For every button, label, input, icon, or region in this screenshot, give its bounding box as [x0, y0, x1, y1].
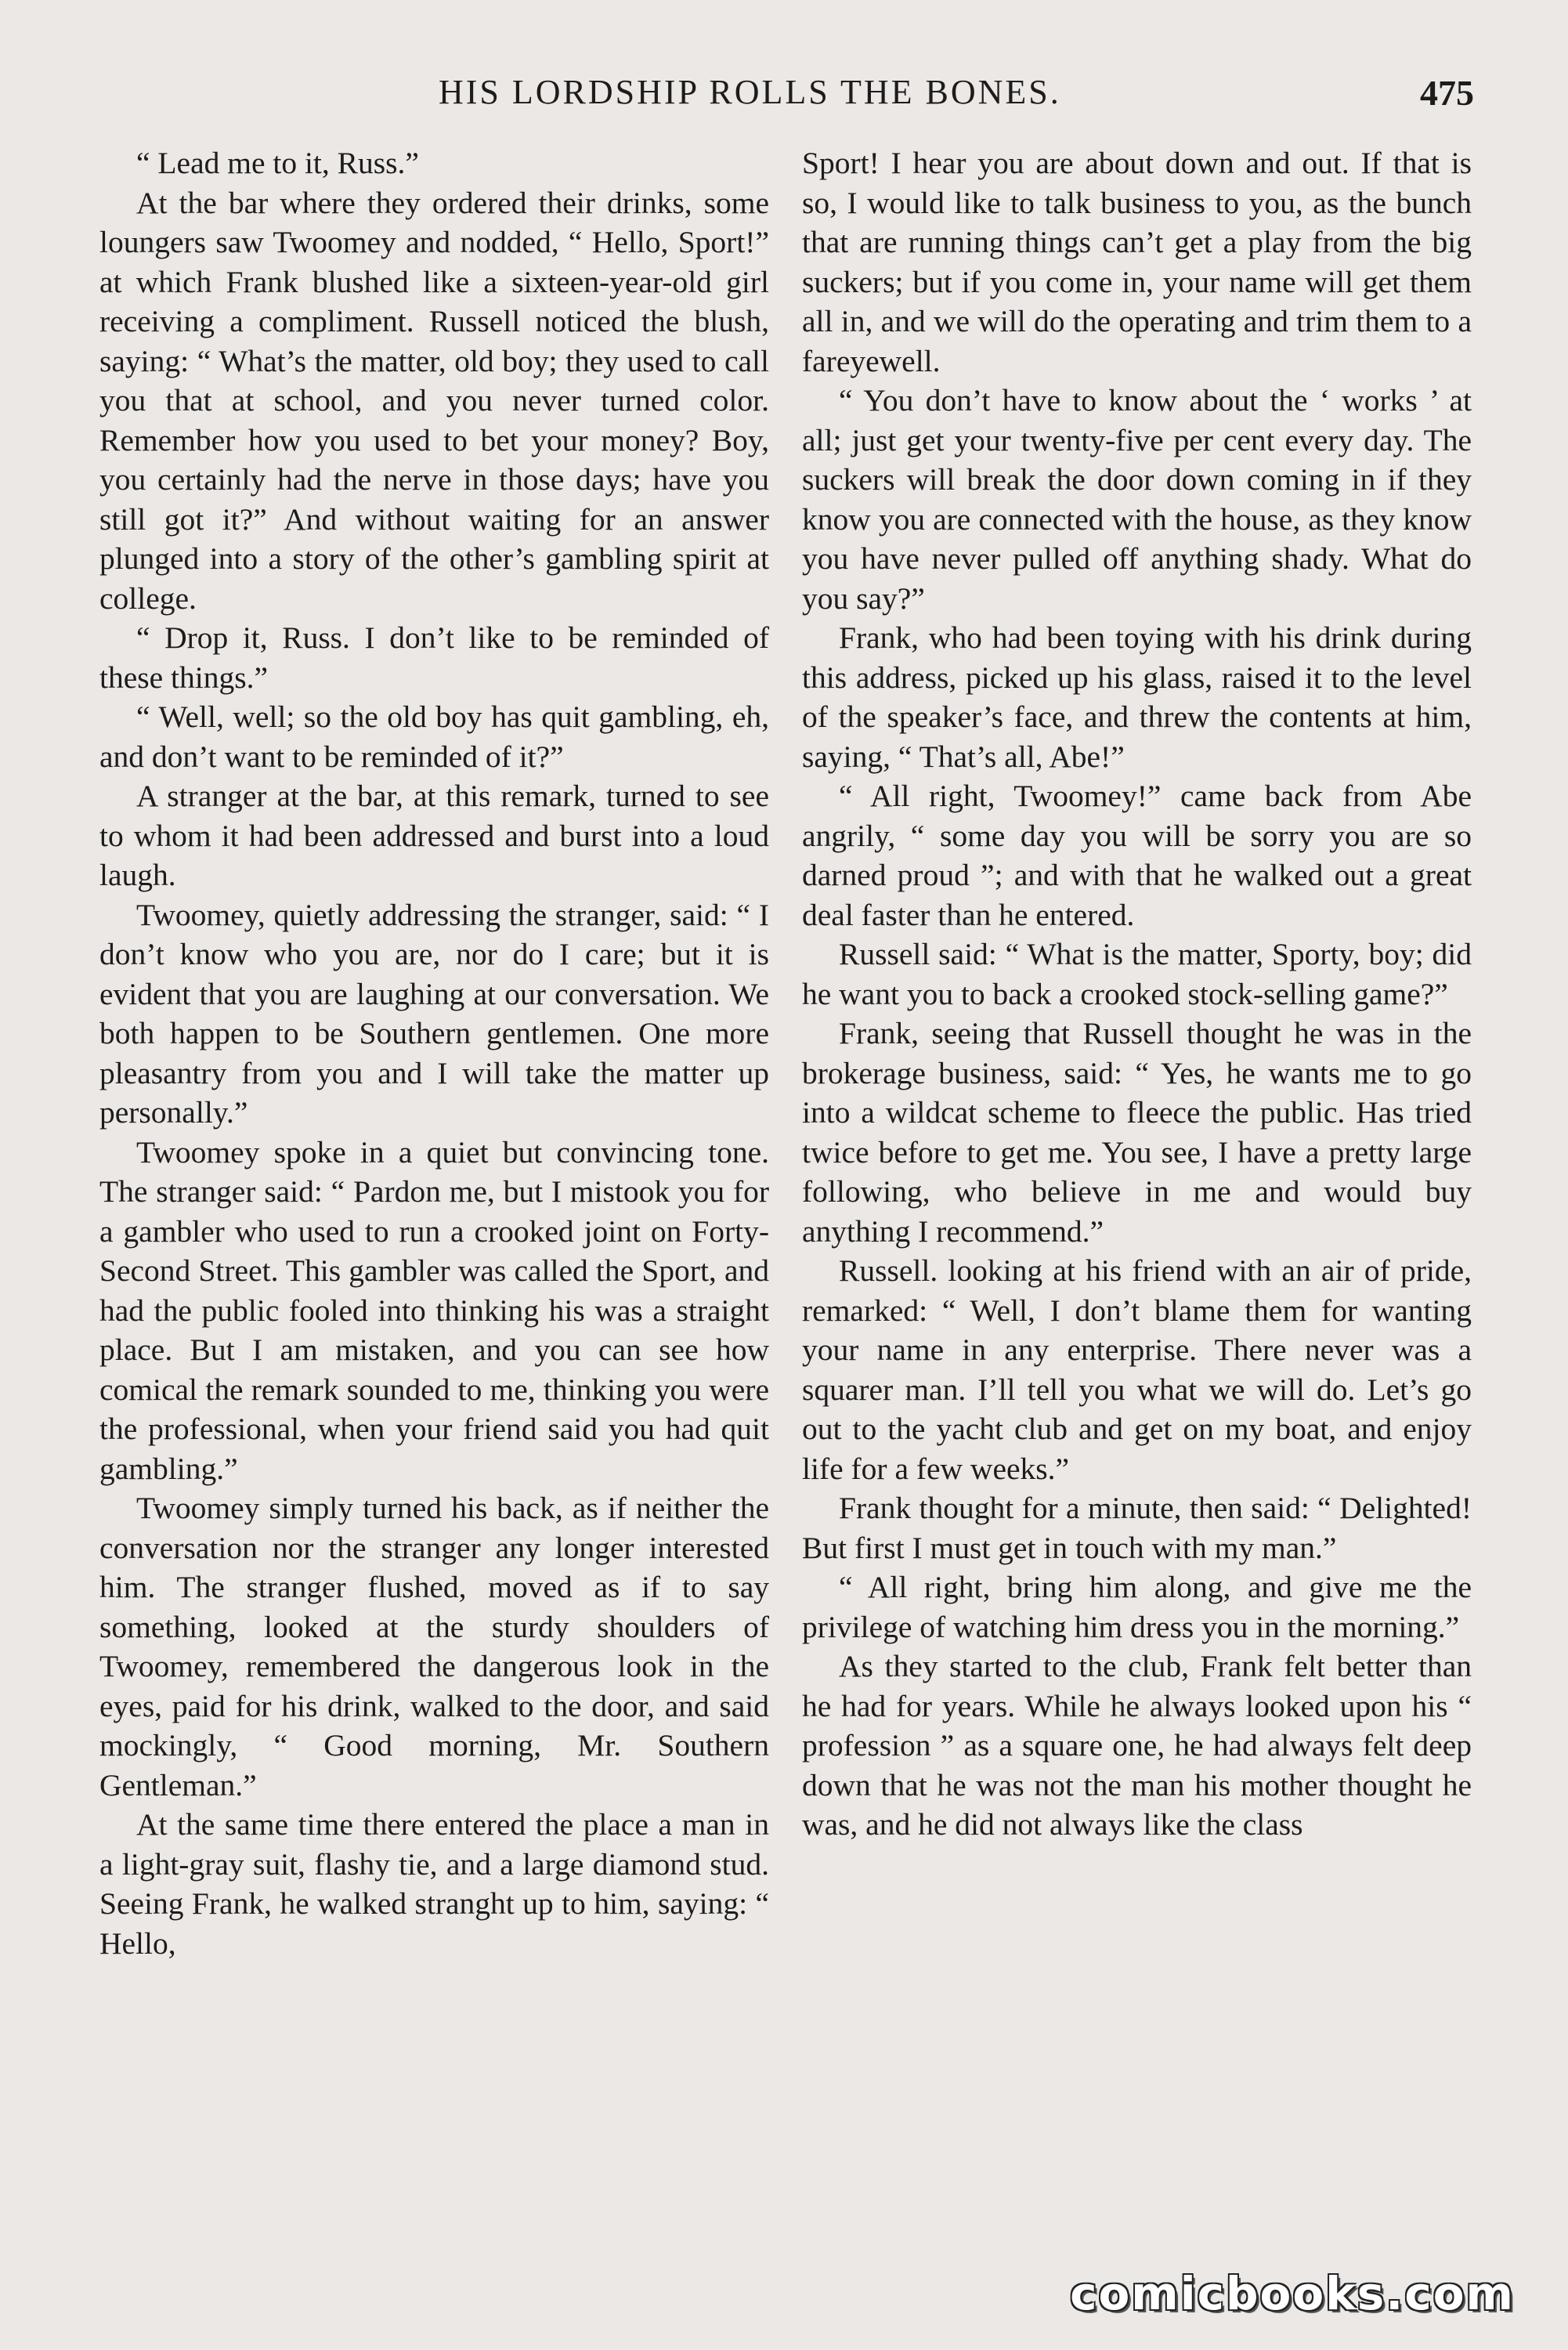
paragraph: Frank, seeing that Russell thought he was in the brokerage business, said: “ Yes, he wants me to go into a wildcat scheme to fleece the public. Has tried twice before to get me. You see, I have a pretty large following, who believe in me and would buy anything I recommend.” — [802, 1016, 1472, 1249]
page-number: 475 — [1420, 73, 1474, 113]
paragraph: At the bar where they ordered their drinks, some loungers saw Twoomey and nodded, “ Hello, Sport!” at which Frank blushed like a sixteen-year-old girl receiving a compliment. Russell noticed the blush, saying: “ What’s the matter, old boy; they used to call you that at school, and you never turned color. Remember how you used to bet your money? Boy, you certainly had the nerve in those days; have you still got it?” And without waiting for an answer plunged into a story of the other’s gambling spirit at college. — [99, 185, 769, 616]
continued-paragraph: Sport! I hear you are about down and out. If that is so, I would like to talk business to you, as the bunch that are running things can’t get a play from the big suckers; but if you come in, your name will get them all in, and we will do the operating and trim them to a fareyewell. — [802, 146, 1472, 378]
paragraph: “ All right, Twoomey!” came back from Abe angrily, “ some day you will be sorry you are so darned proud ”; and with that he walked out a great deal faster than he entered. — [802, 779, 1472, 932]
paragraph: Russell said: “ What is the matter, Sporty, boy; did he want you to back a crooked stock-selling game?” — [802, 937, 1472, 1011]
paragraph: Frank, who had been toying with his drink during this address, picked up his glass, raised it to the level of the speaker’s face, and threw the contents at him, saying, “ That’s all, Abe!” — [802, 620, 1472, 774]
paragraph: “ All right, bring him along, and give me the privilege of watching him dress you in the morning.” — [802, 1570, 1472, 1644]
paragraph: At the same time there entered the place a man in a light-gray suit, flashy tie, and a large diamond stud. Seeing Frank, he walked stranght up to him, saying: “ Hello, — [99, 1807, 769, 1961]
site-watermark: comicbooks.com — [1070, 2267, 1515, 2320]
paragraph: “ Well, well; so the old boy has quit gambling, eh, and don’t want to be reminded of it?” — [99, 700, 769, 774]
paragraph: Russell. looking at his friend with an air of pride, remarked: “ Well, I don’t blame them for wanting your name in any enterprise. There never was a squarer man. I’ll tell you what we will do. Let’s go out to the yacht club and get on my boat, and enjoy life for a few weeks.” — [802, 1253, 1472, 1486]
paragraph: Twoomey, quietly addressing the stranger, said: “ I don’t know who you are, nor do I care; but it is evident that you are laughing at our conversation. We both happen to be Southern gentlemen. One more pleasantry from you and I will take the matter up personally.” — [99, 897, 769, 1130]
paragraph: A stranger at the bar, at this remark, turned to see to whom it had been addressed and burst into a loud laugh. — [99, 779, 769, 892]
paragraph: “ You don’t have to know about the ‘ works ’ at all; just get your twenty-five per cent every day. The suckers will break the door down coming in if they know you are connected with the house, as they know you have never pulled off anything shady. What do you say?” — [802, 383, 1472, 616]
page-header — [94, 72, 1474, 119]
left-column — [99, 143, 769, 1963]
paragraph: Frank thought for a minute, then said: “ Delighted! But first I must get in touch with my man.” — [802, 1491, 1472, 1565]
paragraph: Twoomey simply turned his back, as if neither the conversation nor the stranger any longer interested him. The stranger flushed, moved as if to say something, looked at the sturdy shoulders of Twoomey, remembered the dangerous look in the eyes, paid for his drink, walked to the door, and said mockingly, “ Good morning, Mr. Southern Gentleman.” — [99, 1491, 769, 1802]
paragraph: “ Lead me to it, Russ.” — [136, 146, 419, 180]
paragraph: “ Drop it, Russ. I don’t like to be reminded of these things.” — [99, 620, 769, 695]
running-title: HIS LORDSHIP ROLLS THE BONES. — [439, 73, 1061, 111]
paragraph: Twoomey spoke in a quiet but convincing tone. The stranger said: “ Pardon me, but I mistook you for a gambler who used to run a crooked joint on Forty-Second Street. This gambler was called the Sport, and had the public fooled into thinking his was a straight place. But I am mistaken, and you can see how comical the remark sounded to me, thinking you were the professional, when your friend said you had quit gambling.” — [99, 1134, 769, 1486]
right-column — [802, 143, 1472, 1845]
paragraph: As they started to the club, Frank felt better than he had for years. While he always looked upon his “ profession ” as a square one, he had always felt deep down that he was not the man his mother thought he was, and he did not always like the class — [802, 1649, 1472, 1842]
